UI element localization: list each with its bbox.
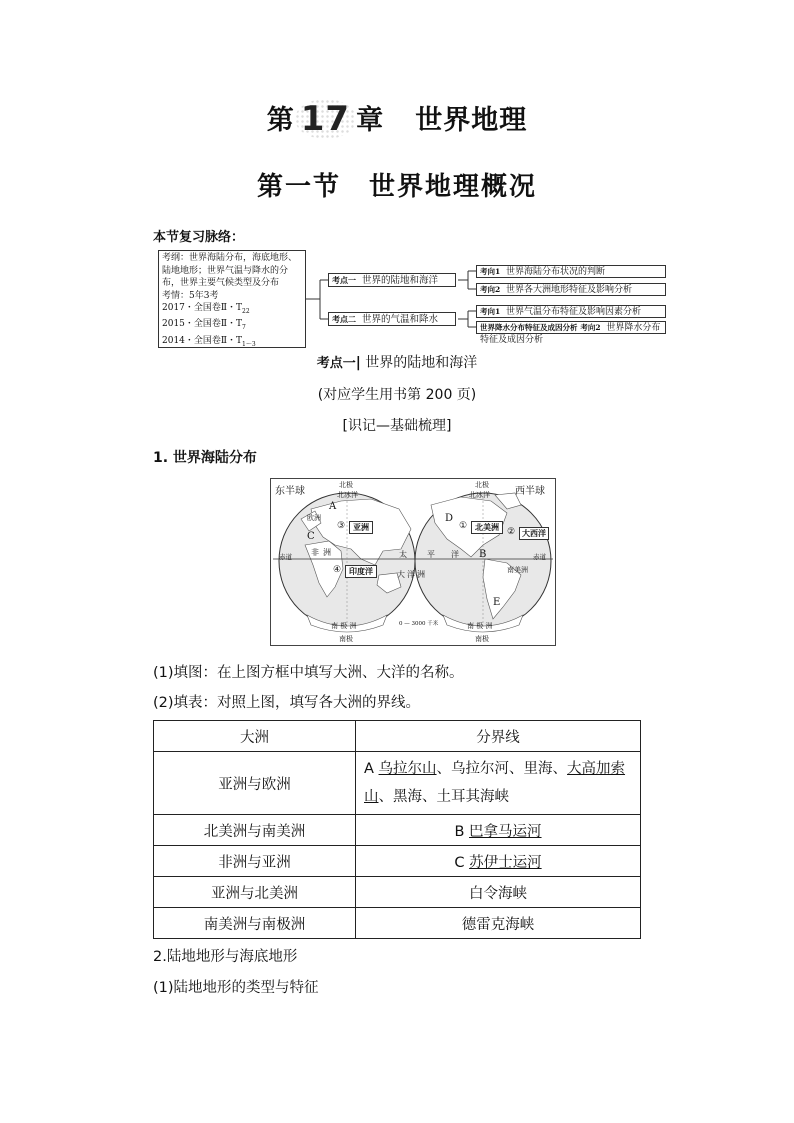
cell-boundary: A 乌拉尔山、乌拉尔河、里海、大高加索山、黑海、土耳其海峡 [356,752,641,815]
map-box-4-num: ④ [333,565,342,575]
cell-continent: 南美洲与南极洲 [154,908,356,939]
map-pacific-3: 洋 [451,550,459,559]
map-box-3-num: ③ [337,521,346,531]
south-pole-east: 南极 [339,635,353,643]
map-box-1-num: ① [459,521,468,531]
map-box-indian-ocean: 印度洋 [345,565,377,578]
answer-caucasus: 大高加索山 [364,761,626,805]
map-oceania-1: 大 [397,570,405,579]
north-pole-west: 北极 [475,481,489,489]
map-letter-c: C [307,531,315,542]
map-oceania-2: 洋 [407,570,415,579]
outline-sub-1-2: 考向2 世界各大洲地形特征及影响分析 [476,283,666,296]
map-box-asia: 亚洲 [349,521,373,534]
chapter-name: 世界地理 [415,105,528,136]
cell-continent: 北美洲与南美洲 [154,815,356,846]
outline-diagram [158,250,670,352]
chapter-number: 17 [295,99,356,139]
map-europe: 欧洲 [307,514,321,522]
arctic-ocean-east: 北冰洋 [337,491,358,499]
map-pacific-1: 太 [399,550,407,559]
map-letter-e: E [493,597,501,608]
outline-point-1: 考点一 世界的陆地和海洋 [328,273,456,287]
question-2: (2)填表：对照上图，填写各大洲的界线。 [153,695,421,711]
cell-boundary: C 苏伊士运河 [356,846,641,877]
table-row [154,908,641,939]
map-oceania-3: 洲 [417,570,425,579]
cell-boundary: 白令海峡 [356,877,641,908]
east-hemisphere-label: 东半球 [275,486,305,497]
review-label: 本节复习脉络： [153,230,245,245]
equator-label-east: 赤道 [279,553,292,561]
outline-sub-2-2: 世界降水分布特征及成因分析 考向2 世界降水分布特征及成因分析 [476,321,666,334]
outline-sub-2-1: 考向1 世界气温分布特征及影响因素分析 [476,305,666,318]
map-letter-d: D [445,513,454,524]
boundaries-table [153,720,641,939]
heading-2: 2.陆地地形与海底地形 [153,949,298,965]
answer-panama-canal: 巴拿马运河 [469,823,542,840]
map-box-2-num: ② [507,527,516,537]
world-hemispheres-map [270,478,556,646]
map-letter-a: A [329,501,337,512]
map-scale: 0 — 3000 千米 [399,621,439,627]
knowledge-tag: [识记—基础梳理] [342,418,452,434]
cell-boundary: 德雷克海峡 [356,908,641,939]
map-africa-1: 非 [311,548,319,557]
map-box-atlantic: 大西洋 [519,527,549,540]
map-south-america: 南美洲 [507,566,528,574]
cell-continent: 非洲与亚洲 [154,846,356,877]
header-boundary: 分界线 [356,721,641,752]
antarctica-east: 南 极 洲 [331,622,357,630]
equator-label-west: 赤道 [533,553,546,561]
map-letter-b: B [479,549,487,560]
table-row [154,752,641,815]
outline-point-2: 考点二 世界的气温和降水 [328,312,456,326]
south-pole-west: 南极 [475,635,489,643]
north-pole-east: 北极 [339,481,353,489]
outline-sub-1-1: 考向1 世界海陆分布状况的判断 [476,265,666,278]
antarctica-west: 南 极 洲 [467,622,493,630]
cell-boundary: B 巴拿马运河 [356,815,641,846]
answer-ural-mountains: 乌拉尔山 [378,761,437,777]
table-header-row [154,721,641,752]
cell-continent: 亚洲与欧洲 [154,752,356,815]
west-hemisphere-label: 西半球 [515,486,545,497]
table-row [154,815,641,846]
heading-2-1: (1)陆地地形的类型与特征 [153,980,319,996]
point1-heading: 考点一| 世界的陆地和海洋 [316,355,478,371]
header-continent: 大洲 [154,721,356,752]
map-box-north-america: 北美洲 [471,521,503,534]
section-title: 第一节 世界地理概况 [256,172,537,202]
table-row [154,877,641,908]
table-row [154,846,641,877]
answer-suez-canal: 苏伊士运河 [469,854,542,871]
heading-1: 1. 世界海陆分布 [153,450,257,466]
outline-summary-box: 考纲：世界海陆分布，海底地形、 陆地地形；世界气温与降水的分 布，世界主要气候类型及分布 考情：5年3考 2017・全国卷Ⅱ・$T_{22}$ 2015・全国卷Ⅱ・$T_7$ 2014・全国卷Ⅱ・$T_{1\sim 3}$ [158,250,306,348]
chapter-title: 第 17 章 世界地理 [266,99,528,139]
map-pacific-2: 平 [427,550,435,559]
arctic-ocean-west: 北冰洋 [469,491,490,499]
book-ref: (对应学生用书第 200 页) [317,387,477,403]
map-africa-2: 洲 [323,548,331,557]
question-1: (1)填图：在上图方框中填写大洲、大洋的名称。 [153,665,464,681]
cell-continent: 亚洲与北美洲 [154,877,356,908]
